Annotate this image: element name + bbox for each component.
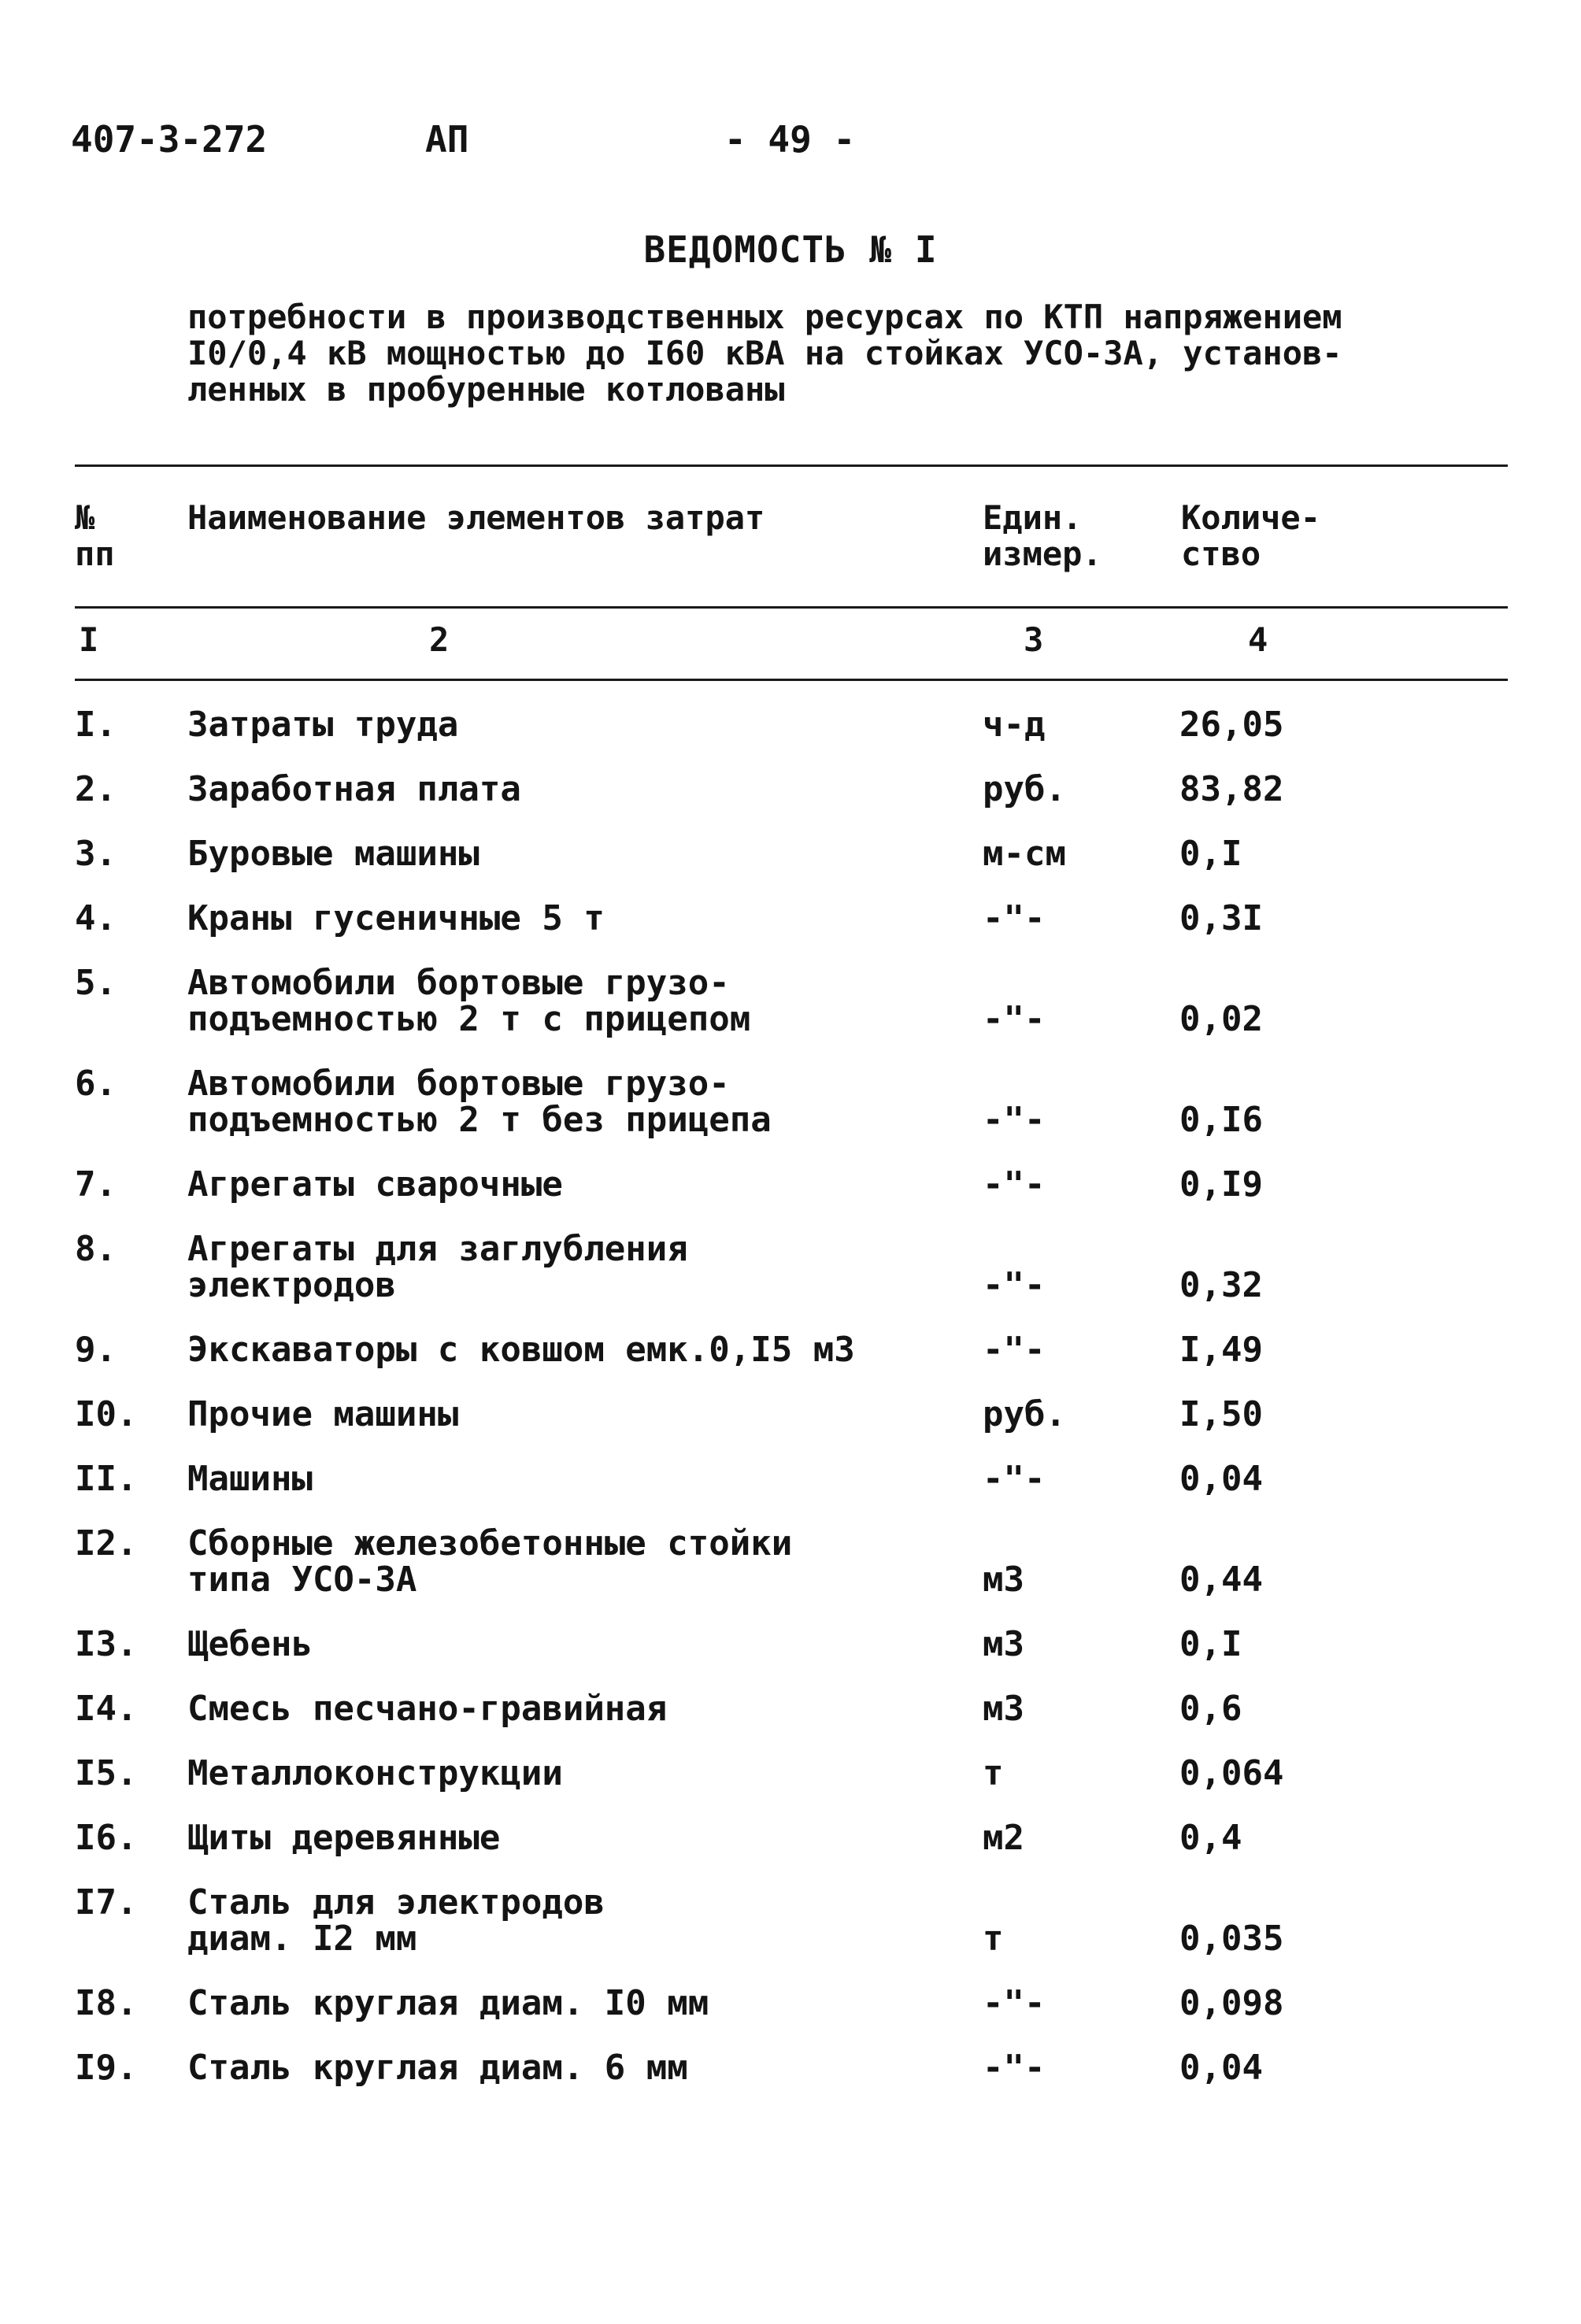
row-number: I8.	[75, 1983, 138, 2023]
table-row	[0, 1394, 1581, 1434]
row-quantity: 0,04	[1179, 2048, 1263, 2088]
row-unit: -"-	[983, 1265, 1046, 1305]
row-unit: м3	[983, 1560, 1024, 1600]
row-quantity: 0,I6	[1179, 1100, 1263, 1140]
row-name: Машины	[187, 1459, 313, 1499]
row-name: Автомобили бортовые грузо- подъемностью 2 т с прицепом	[187, 963, 751, 1039]
row-unit: ч-д	[983, 705, 1046, 745]
column-number-3: 3	[1024, 620, 1044, 659]
row-quantity: 0,6	[1179, 1689, 1242, 1729]
row-quantity: 0,32	[1179, 1265, 1263, 1305]
row-unit: -"-	[983, 1459, 1046, 1499]
row-name: Автомобили бортовые грузо- подъемностью 2 т без прицепа	[187, 1064, 772, 1140]
column-header-quantity: Количе- ство	[1181, 498, 1321, 573]
table-row	[0, 1626, 1581, 1663]
table-row	[0, 1753, 1581, 1793]
row-name: Экскаваторы с ковшом емк.0,I5 м3	[187, 1330, 855, 1370]
row-quantity: 0,I9	[1179, 1164, 1263, 1205]
row-unit: т	[983, 1753, 1004, 1793]
row-unit: м3	[983, 1689, 1024, 1729]
row-number: I3.	[75, 1624, 138, 1664]
column-header-name: Наименование элементов затрат	[187, 498, 765, 537]
row-unit: -"-	[983, 1164, 1046, 1205]
row-name: Сталь круглая диам. I0 мм	[187, 1983, 709, 2023]
row-unit: м3	[983, 1624, 1024, 1664]
row-quantity: 0,064	[1179, 1753, 1284, 1793]
table-row	[0, 1882, 1581, 1959]
row-unit: -"-	[983, 1330, 1046, 1370]
row-quantity: 0,I	[1179, 1624, 1242, 1664]
page-number: - 49 -	[724, 118, 856, 161]
row-number: I7.	[75, 1882, 138, 1922]
table-row	[0, 965, 1581, 1038]
row-name: Краны гусеничные 5 т	[187, 898, 605, 938]
row-unit: -"-	[983, 999, 1046, 1039]
page-title: ВЕДОМОСТЬ № I	[643, 228, 938, 271]
row-number: I9.	[75, 2048, 138, 2088]
table-row	[0, 769, 1581, 809]
row-unit: -"-	[983, 2048, 1046, 2088]
row-name: Агрегаты сварочные	[187, 1164, 563, 1205]
row-quantity: 0,04	[1179, 1459, 1263, 1499]
row-quantity: I,50	[1179, 1394, 1263, 1434]
row-name: Щиты деревянные	[187, 1818, 501, 1858]
table-row	[0, 1164, 1581, 1205]
row-number: 4.	[75, 898, 117, 938]
table-row	[0, 1066, 1581, 1138]
row-number: I4.	[75, 1689, 138, 1729]
row-number: I2.	[75, 1523, 138, 1564]
row-name: Смесь песчано-гравийная	[187, 1689, 668, 1729]
row-quantity: 0,02	[1179, 999, 1263, 1039]
row-quantity: 0,035	[1179, 1919, 1284, 1959]
table-row	[0, 898, 1581, 938]
row-unit: руб.	[983, 1394, 1066, 1434]
row-unit: -"-	[983, 1100, 1046, 1140]
column-number-4: 4	[1248, 620, 1268, 659]
row-number: I6.	[75, 1818, 138, 1858]
row-unit: -"-	[983, 1983, 1046, 2023]
table-row	[0, 707, 1581, 743]
row-number: I5.	[75, 1753, 138, 1793]
row-name: Буровые машины	[187, 834, 479, 874]
row-quantity: 83,82	[1179, 769, 1284, 809]
row-number: I0.	[75, 1394, 138, 1434]
row-number: 9.	[75, 1330, 117, 1370]
table-row	[0, 1523, 1581, 1600]
table-row	[0, 1231, 1581, 1304]
column-number-1: I	[79, 620, 99, 659]
row-number: I.	[75, 705, 117, 745]
row-name: Сталь круглая диам. 6 мм	[187, 2048, 688, 2088]
row-name: Прочие машины	[187, 1394, 459, 1434]
row-quantity: 0,4	[1179, 1818, 1242, 1858]
row-quantity: 0,I	[1179, 834, 1242, 874]
row-number: 7.	[75, 1164, 117, 1205]
row-quantity: 0,3I	[1179, 898, 1263, 938]
row-name: Агрегаты для заглубления электродов	[187, 1229, 688, 1305]
row-name: Металлоконструкции	[187, 1753, 563, 1793]
row-name: Щебень	[187, 1624, 313, 1664]
table-row	[0, 1461, 1581, 1497]
row-unit: м-см	[983, 834, 1066, 874]
table-row	[0, 1985, 1581, 2022]
row-name: Сборные железобетонные стойки типа УСО-3А	[187, 1523, 793, 1600]
section-code: АП	[425, 118, 469, 161]
row-quantity: I,49	[1179, 1330, 1263, 1370]
table-row	[0, 836, 1581, 872]
table-row	[0, 1691, 1581, 1727]
column-number-2: 2	[429, 620, 450, 659]
row-number: 2.	[75, 769, 117, 809]
row-unit: -"-	[983, 898, 1046, 938]
row-number: 3.	[75, 834, 117, 874]
header-divider-rule	[75, 606, 1508, 609]
table-row	[0, 1332, 1581, 1368]
resource-table-body	[0, 707, 1581, 2115]
row-unit: т	[983, 1919, 1004, 1959]
row-quantity: 0,098	[1179, 1983, 1284, 2023]
row-number: 6.	[75, 1064, 117, 1104]
table-row	[0, 2050, 1581, 2086]
column-header-unit: Един. измер.	[983, 498, 1102, 573]
row-number: 8.	[75, 1229, 117, 1269]
row-number: 5.	[75, 963, 117, 1003]
row-name: Затраты труда	[187, 705, 459, 745]
title-description: потребности в производственных ресурсах по КТП напряжением I0/0,4 кВ мощностью до I60 кВА на стойках УСО-3А, установ- ленных в пробуренные котлованы	[187, 298, 1342, 409]
row-name: Сталь для электродов диам. I2 мм	[187, 1882, 605, 1959]
column-numbers-rule	[75, 679, 1508, 681]
row-unit: руб.	[983, 769, 1066, 809]
document-code: 407-3-272	[71, 118, 268, 161]
row-name: Заработная плата	[187, 769, 521, 809]
table-top-rule	[75, 464, 1508, 467]
row-number: II.	[75, 1459, 138, 1499]
table-row	[0, 1820, 1581, 1856]
row-unit: м2	[983, 1818, 1024, 1858]
row-quantity: 0,44	[1179, 1560, 1263, 1600]
column-header-number: № пп	[75, 498, 115, 573]
row-quantity: 26,05	[1179, 705, 1284, 745]
